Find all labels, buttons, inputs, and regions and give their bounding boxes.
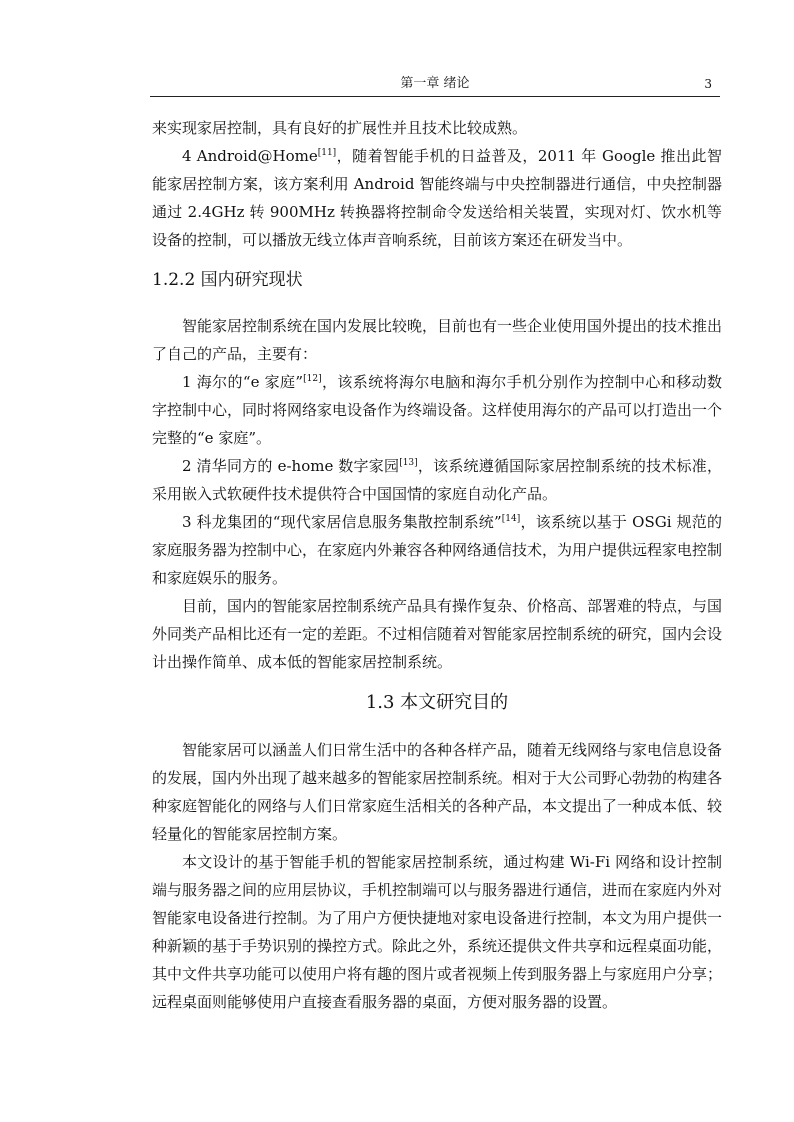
paragraph: 目前，国内的智能家居控制系统产品具有操作复杂、价格高、部署难的特点，与国外同类产品相比还有一定的差距。不过相信随着对智能家居控制系统的研究，国内会设计出操作简单、成本低的智能家居控制系统。: [152, 597, 723, 671]
paragraph-text: 2 清华同方的 e-home 数字家园: [182, 457, 400, 475]
paragraph-text: 4 Android@Home: [182, 147, 318, 165]
section-heading-1-2-2: 1.2.2 国内研究现状: [152, 270, 303, 290]
citation-ref: [14]: [501, 514, 521, 524]
header-rule: [150, 96, 720, 97]
chapter-title: 第一章 绪论: [400, 76, 470, 91]
paragraph: [152, 142, 722, 254]
paragraph: [152, 452, 722, 508]
citation-ref: [13]: [399, 458, 418, 468]
paragraph: 智能家居可以涵盖人们日常生活中的各种各样产品，随着无线网络与家电信息设备的发展，国内外出现了越来越多的智能家居控制系统。相对于大公司野心勃勃的构建各种家庭智能化的网络与人们日常家庭生活相关的各种产品，本文提出了一种成本低、较轻量化的智能家居控制方案。: [152, 741, 723, 843]
paragraph: 来实现家居控制，具有良好的扩展性并且技术比较成熟。: [152, 119, 528, 137]
paragraph: 智能家居控制系统在国内发展比较晚，目前也有一些企业使用国外提出的技术推出了自己的产品，主要有：: [152, 317, 723, 363]
page-body: [152, 114, 722, 1016]
citation-ref: [11]: [317, 148, 337, 158]
page-header: [152, 74, 718, 94]
paragraph: [152, 508, 722, 592]
paragraph-text: ，随着智能手机的日益普及，2011 年 Google 推出此智能家居控制方案，该方案利用 Android 智能终端与中央控制器进行通信，中央控制器通过 2.4GHz 转 900MHz 转换器将控制命令发送给相关装置，实现对灯、饮水机等设备的控制，可以播放无线立体声音响系统，目前该方案还在研发当中。: [152, 147, 722, 249]
paragraph-text: ，该系统遵循国际家居控制系统的技术标准，采用嵌入式软硬件技术提供符合中国国情的家庭自动化产品。: [152, 457, 722, 503]
page-number: 3: [704, 77, 712, 91]
paragraph: [152, 368, 722, 452]
paragraph-text: 3 科龙集团的“现代家居信息服务集散控制系统”: [182, 513, 502, 531]
paragraph-text: ，该系统将海尔电脑和海尔手机分别作为控制中心和移动数字控制中心，同时将网络家电设备作为终端设备。这样使用海尔的产品可以打造出一个完整的“e 家庭”。: [152, 373, 723, 447]
paragraph-text: 1 海尔的“e 家庭”: [182, 373, 304, 391]
citation-ref: [12]: [303, 374, 322, 384]
paragraph-text: ，该系统以基于 OSGi 规范的家庭服务器为控制中心，在家庭内外兼容各种网络通信技术，为用户提供远程家电控制和家庭娱乐的服务。: [152, 513, 723, 587]
section-heading-1-3: 1.3 本文研究目的: [365, 692, 509, 713]
paragraph: 本文设计的基于智能手机的智能家居控制系统，通过构建 Wi-Fi 网络和设计控制端与服务器之间的应用层协议，手机控制端可以与服务器进行通信，进而在家庭内外对智能家电设备进行控制。为了用户方便快捷地对家电设备进行控制，本文为用户提供一种新颖的基于手势识别的操控方式。除此之外，系统还提供文件共享和远程桌面功能，其中文件共享功能可以使用户将有趣的图片或者视频上传到服务器上与家庭用户分享；远程桌面则能够使用户直接查看服务器的桌面，方便对服务器的设置。: [152, 853, 723, 1011]
